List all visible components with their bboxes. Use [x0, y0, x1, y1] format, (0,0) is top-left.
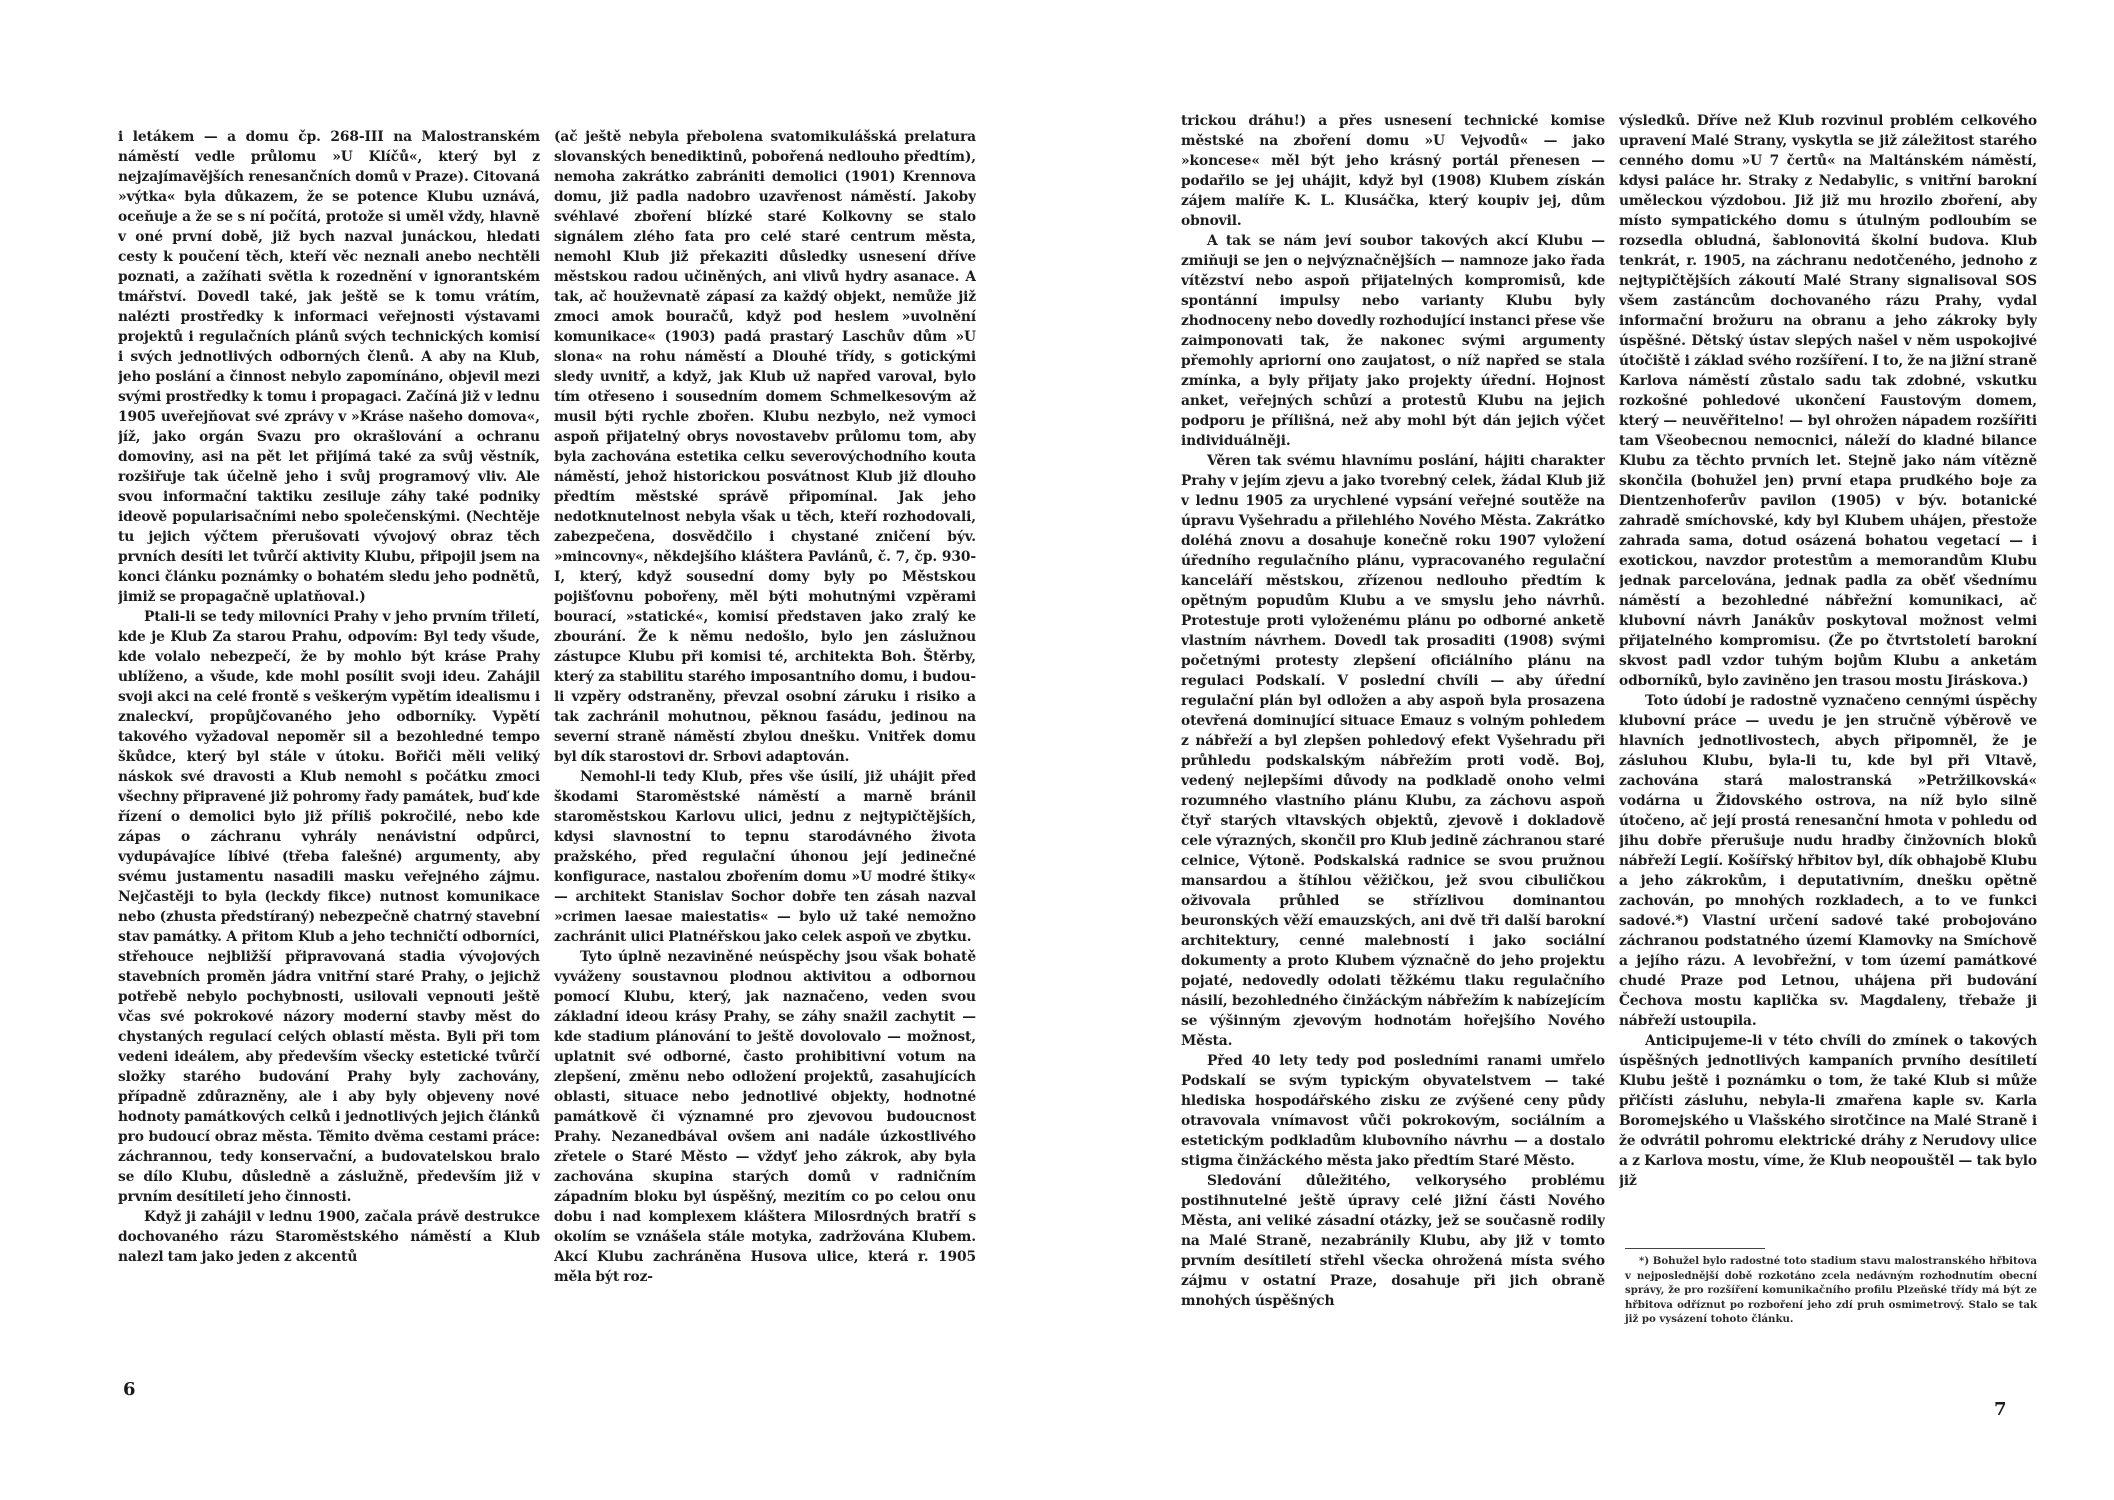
- paragraph: výsledků. Dříve než Klub rozvinul problém celkového upravení Malé Strany, vyskytla se již záležitost starého cenného domu »U 7 čertů« na Maltánském náměstí, kdysi paláce hr. Straky z Nedabylic, s vnitřní barokní uměleckou výzdobou. Již již mu hrozilo zboření, aby místo sympatického domu s útulným podloubím se rozsedla obludná, šablonovitá školní budova. Klub tenkrát, r. 1905, na záchranu nedotčeného, jednoho z nejtypičtějších zákoutí Malé Strany signalisoval SOS všem zastáncům dochovaného rázu Prahy, vydal informační brožuru na obranu a jeho zákroky byly úspěšné. Dětský ústav slepých našel v něm uspokojivé útočiště i základ svého rozšíření. I to, že na jižní straně Karlova náměstí zůstalo sadu tak zdobné, vskutku rozkošné pohledové ukončení Faustovým domem, který — neuvěřitelno! — byl ohrožen nápadem rozšířiti tam Všeobecnou nemocnici, náleží do kladné bilance Klubu za těchto prvních let. Stejně jako nám vítězně skončila (bohužel jen) první etapa prudkého boje za Dientzenhoferův pavilon (1905) v býv. botanické zahradě smíchovské, kdy byl Klubem uhájen, přestože zahrada sama, dotud osázená bohatou vegetací — i exotickou, navzdor protestům a memorandům Klubu jednak parcelována, jednak padla za oběť všednímu náměstí a bezohledné nábřežní komunikaci, ač klubovní návrh Janákův poskytoval možnost velmi přijatelného kompromisu. (Že po čtvrtstoletí barokní skvost padl vzdor tuhým bojům Klubu a anketám odborníků, bylo zaviněno jen trasou mostu Jiráskova.): [1619, 113, 2037, 689]
- paragraph: Tyto úplně nezaviněné neúspěchy jsou však bohatě vyváženy soustavnou plodnou aktivitou a odbornou pomocí Klubu, který, jak naznačeno, veden svou základní ideou krásy Prahy, se záhy snažil zachytit — kde stadium plánování to ještě dovolovalo — možnost, uplatnit své odborné, často prohibitivní votum na zlepšení, změnu nebo odložení projektů, zasahujících oblasti, situace nebo jednotlivé objekty, hodnotné památkově či významné pro zjevovou budoucnost Prahy. Nezanedbával ovšem ani nadále úzkostlivého zřetele o Staré Město — vždyť jeho zákrok, aby byla zachována skupina starých domů v radničním západním bloku byl úspěšný, mezitím co po celou onu dobu i nad komplexem kláštera Milosrdných bratří s okolím se vznášela stále motyka, zadržována Klubem. Akcí Klubu zachráněna Husova ulice, která r. 1905 měla být roz-: [554, 949, 976, 1285]
- right-page-column-1: [1181, 111, 1605, 1331]
- paragraph: Před 40 lety tedy pod posledními ranami umřelo Podskalí se svým typickým obyvatelstvem — také hlediska hospodářského zisku ze zvýšené ceny půdy otravovala vnímavost vůči pokrokovým, sociálním a estetickým podkladům klubovního návrhu — a dostalo stigma činžáckého města jako předtím Staré Město.: [1181, 1053, 1605, 1169]
- left-page-column-2: [554, 127, 976, 1344]
- paragraph: i letákem — a domu čp. 268-III na Malostranském náměstí vedle průlomu »U Klíčů«, který byl z nejzajímavějších renesančních domů v Praze). Citovaná »výtka« byla důkazem, že se potence Klubu uznává, oceňuje a že se s ní počítá, protože si uměl vždy, hlavně v oné první době, již bych nazval junáckou, hledati cesty k poučení těch, kteří věc neznali anebo nechtěli poznati, a zažíhati světla k rozednění v ignorantském tmářství. Dovedl také, jak ještě se k tomu vrátím, nalézti prostředky k informaci veřejnosti výstavami projektů i regulačních plánů svých technických komisí i svých jednotlivých odborných členů. A aby na Klub, jeho poslání a činnost nebylo zapomínáno, objevil mezi svými prostředky k tomu i propagaci. Začíná již v lednu 1905 uveřejňovat své zprávy v »Krásе našeho domova«, jíž, jako orgán Svazu pro okrašlování a ochranu domoviny, asi na pět let přijímá také za svůj věstník, rozšiřuje tak účelně jeho i svůj programový vliv. Ale svou informační taktiku zesiluje záhy také podniky ideově popularisačními nebo společenskými. (Nechtěje tu jejich výčtem přerušovati vývojový obraz těch prvních desíti let tvůrčí aktivity Klubu, připojil jsem na konci článku poznámky o bohatém sledu jeho podnětů, jimiž se propagačně uplatňoval.): [118, 129, 540, 605]
- paragraph: trickou dráhu!) a přes usnesení technické komise městské na zboření domu »U Vejvodů« — jako »koncese« měl být jeho krásný portál přenesen — podařilo se jej uhájit, když byl (1908) Klubem získán zájem malíře K. L. Klusáčka, který koupiv jej, dům obnovil.: [1181, 113, 1605, 229]
- paragraph: Když ji zahájil v lednu 1900, začala právě destrukce dochovaného rázu Staroměstského náměstí a Klub nalezl tam jako jeden z akcentů: [118, 1209, 540, 1265]
- paragraph: Anticipujeme-li v této chvíli do zmínek o takových úspěšných jednotlivých kampaních prvního desítiletí Klubu ještě i poznámku o tom, že také Klub si může přičísti zásluhu, nebyla-li zmařena kaple sv. Karla Boromejského u Vlašského sirotčince na Malé Straně i že odvrátil pohromu elektrické dráhy z Nerudovy ulice a z Karlova mostu, víme, že Klub neopouštěl — tak bylo již: [1619, 1033, 2037, 1189]
- page-number-right: 7: [1994, 1399, 2007, 1420]
- paragraph: A tak se nám jeví soubor takových akcí Klubu — zmiňuji se jen o nejvýznačnějších — namnoze jako řada vítězství nebo aspoň přijatelných kompromisů, kde spontánní impulsy nebo varianty Klubu byly zhodnoceny nebo dovedly rozhodující instanci přese vše zaimponovati tak, že nakonec svými argumenty přemohly apriorní ono zaujatost, o níž napřed se stala zmínka, a byly přijaty jako projekty úřední. Hojnost anket, veřejných schůzí a protestů Klubu na jejich podporu je přílišná, než aby mohl být dán jejich výčet individuálněji.: [1181, 233, 1605, 449]
- paragraph: Nemohl-li tedy Klub, přes vše úsilí, již uhájit před škodami Staroměstské náměstí a marně bránil staroměstskou Karlovu ulici, jednu z nejtypičtějších, kdysi slavnostní to tepnu starodávného života pražského, před regulační úhonou její jedinečné konfigurace, nastalou zbořením domu »U modré štiky« — architekt Stanislav Sochor dobře ten zásah nazval »crimen laesae maiestatis« — bylo už také nemožno zachránit ulici Platnéřskou jako celek aspoň ve zbytku.: [554, 769, 976, 945]
- paragraph: Věren tak svému hlavnímu poslání, hájiti charakter Prahy v jejím zjevu a jako tvorebný celek, žádal Klub již v lednu 1905 za urychlené vypsání veřejné soutěže na úpravu Vyšehradu a přilehlého Nového Města. Zakrátko doléhá znovu a dosahuje konečně roku 1907 vyložení úředního regulačního plánu, vypracovaného regulační kanceláří městskou, zřízenou nedlouho předtím k opětným popudům Klubu a ve smyslu jeho návrhů. Protestuje proti vyloženému plánu po odborné anketě vlastním návrhem. Dovedl tak prosaditi (1908) svými početnými protesty zlepšení oficiálního plánu na regulaci Podskalí. V poslední chvíli — aby úřední regulační plán byl odložen a aby aspoň byla prosazena otevřená dominující situace Emauz s volným pohledem z nábřeží a byl zlepšen pohledový efekt Vyšehradu při průhledu podskalským nábřežím proti vodě. Boj, vedený nejlepšími důvody na podkladě onoho velmi rozumného vlastního plánu Klubu, za záchovu aspoň čtyř starých vltavských objektů, zjevově i dokladově cele výrazných, skončil pro Klub jedině záchranou staré celnice, Výtoně. Podskalská radnice se svou pružnou mansardou a štíhlou věžičkou, jež svou cibuličkou oživovala průhled se střízlivou dominantou beuronských věží emauzských, ani dvě tři další barokní architektury, cenné malebností i jako sociální dokumenty a proto Klubem význačně do jeho projektu pojaté, nedovedly odolati těžkému tlaku regulačního násilí, bezohledného činžáckým nábřežím k nabízejícím se výšinným zjevovým hodnotám hořejšího Nového Města.: [1181, 453, 1605, 1049]
- paragraph: Toto údobí je radostně vyznačeno cennými úspěchy klubovní práce — uvedu je jen stručně výběrově ve hlavních jednotlivostech, abych připomněl, že je zásluhou Klubu, byla-li tu, kde byl při Vltavě, zachována stará malostranská »Petržilkovská« vodárna u Židovského ostrova, na níž bylo silně útočeno, ač její prostá renesanční hmota v pohledu od jihu dobře přerušuje nudu hradby činžovních bloků nábřeží Legií. Košířský hřbitov byl, dík obhajobě Klubu a jeho zákrokům, i deputativním, dnešku opětně zachován, po mnohých rozkladech, a to ve funkci sadové.*) Vlastní určení sadové také probojováno záchranou podstatného území Klamovky na Smíchově a jejího rázu. A levobřežní, v tom území památkové chudé Praze pod Letnou, uhájena při budování Čechova mostu kaplička sv. Magdaleny, třebaže ji nábřeží ustoupila.: [1619, 693, 2037, 1029]
- paragraph: Ptali-li se tedy milovníci Prahy v jeho prvním třiletí, kde je Klub Za starou Prahu, odpovím: Byl tedy všude, kde volalo nebezpečí, že by mohlo být kráse Prahy ublíženo, a všude, kde mohl posílit svoji ideu. Zahájil svoji akci na celé frontě s veškerým vypětím idealismu i znaleckví, propůjčovaného jeho odborníky. Vypětí takového vyžadoval nepoměr sil a bezohledné tempo škůdce, který byl stále v útoku. Bořiči měli veliký náskok své dravosti a Klub nemohl s počátku zmoci všechny připravené již pohromy řady památek, buď kde řízení o demolici bylo již příliš pokročilé, nebo kde zápas o záchranu vyhrály nenávistní odpůrci, vydupávajíce líbivé (třeba falešné) argumenty, aby svému justamentu nasadili masku veřejného zájmu. Nejčastěji to byla (leckdy fikce) nutnost komunikace nebo (zhusta předstíraný) nebezpečně chatrný stavební stav památky. A přitom Klub a jeho techničtí odborníci, střehouce nejbližší připravovaná stadia vývojových stavebních proměn jádra vnitřní staré Prahy, o jejichž potřebě nebylo pochybnosti, usilovali vepnouti ještě včas své pokrokové názory moderní stavby měst do chystaných regulací celých oblastí města. Byli při tom vedeni ideálem, aby především všecky estetické tvůrčí složky starého budování Prahy byly zachovány, případně zdůrazněny, ale i aby byly objeveny nové hodnoty památkových celků i jednotlivých jejich článků pro budoucí obraz města. Těmito dvěma cestami práce: záchrannou, tedy konservační, a budovatelskou bralo se dílo Klubu, důsledně a záslužně, především již v prvním desítiletí jeho činnosti.: [118, 609, 540, 1205]
- paragraph: Sledování důležitého, velkorysého problému postihnutelné ještě úpravy celé jižní části Nového Města, ani veliké zásadní otázky, jež se současně rodily na Malé Straně, nezabránily Klubu, aby již v tomto prvním desítiletí střehl všecka ohrožená místa svého zájmu v ostatní Praze, dosahuje při jich obraně mnohých úspěšných: [1181, 1173, 1605, 1309]
- left-page-column-1: [118, 127, 540, 1344]
- right-page-column-2: [1619, 111, 2037, 1239]
- footnote: *) Bohužel bylo radostné toto stadium stavu malostranského hřbitova v nejposlednější době rozkotáno zcela nedávným rozhodnutím obecní správy, že pro rozšíření komunikačního profilu Plzeňské třídy má být ze hřbitova odříznut po rozboření jeho zdí pruh osmimetrový. Stalo se tak již po vysázení tohoto článku.: [1625, 1255, 2037, 1326]
- footnote-divider: [1625, 1248, 1765, 1249]
- page-number-left: 6: [123, 1379, 136, 1400]
- paragraph: (ač ještě nebyla přebolena svatomikulášská prelatura slovanských benediktinů, pobořená nedlouho předtím), nemoha zakrátko zabrániti demolici (1901) Krennova domu, již padla nadobro uzavřenost náměstí. Jakoby svéhlavé zboření blízké staré Kolkovny se stalo signálem zlého fata pro celé staré centrum města, nemohl Klub již překaziti důsledky usnesení dříve městskou radou učiněných, ani vlivů hydry asanace. A tak, ač houževnatě zápasí za každý objekt, nemůže již zmoci amok bouračů, když pod heslem »uvolnění komunikace« (1903) padá prastarý Laschův dům »U slona« na rohu náměstí a Dlouhé třídy, s gotickými sledy uvnitř, a když, jak Klub už napřed varoval, bylo tím otřeseno i sousedním domem Schmelkesovým až musil býti rychle zbořen. Klubu nezbylo, než vymoci aspoň přijatelný obrys novostavebv průlomu tom, aby byla zachována estetika celku severovýchodního kouta náměstí, jehož historickou posvátnost Klub již dlouho předtím městské správě připomínal. Jak jeho nedotknutelnost nebyla však u těch, kteří rozhodovali, zabezpečena, dosvědčilo i chystané zničení býv. »mincovny«, někdejšího kláštera Pavlánů, č. 7, čp. 930-I, který, když sousední domy byly po Městskou pojišťovnu pobořeny, měl býti mohutnými vzpěrami bourací, »statické«, komisí představen jako zralý ke zbourání. Že k němu nedošlo, bylo jen záslužnou zástupce Klubu při komisi té, architekta Boh. Štěrby, který za stabilitu starého imposantního domu, i budou-li vzpěry odstraněny, převzal osobní záruku i risiko a tak zachránil mohutnou, pěknou fasádu, jedinou na severní straně náměstí zbylou dnešku. Vnitřek domu byl dík starostovi dr. Srbovi adaptován.: [554, 129, 976, 765]
